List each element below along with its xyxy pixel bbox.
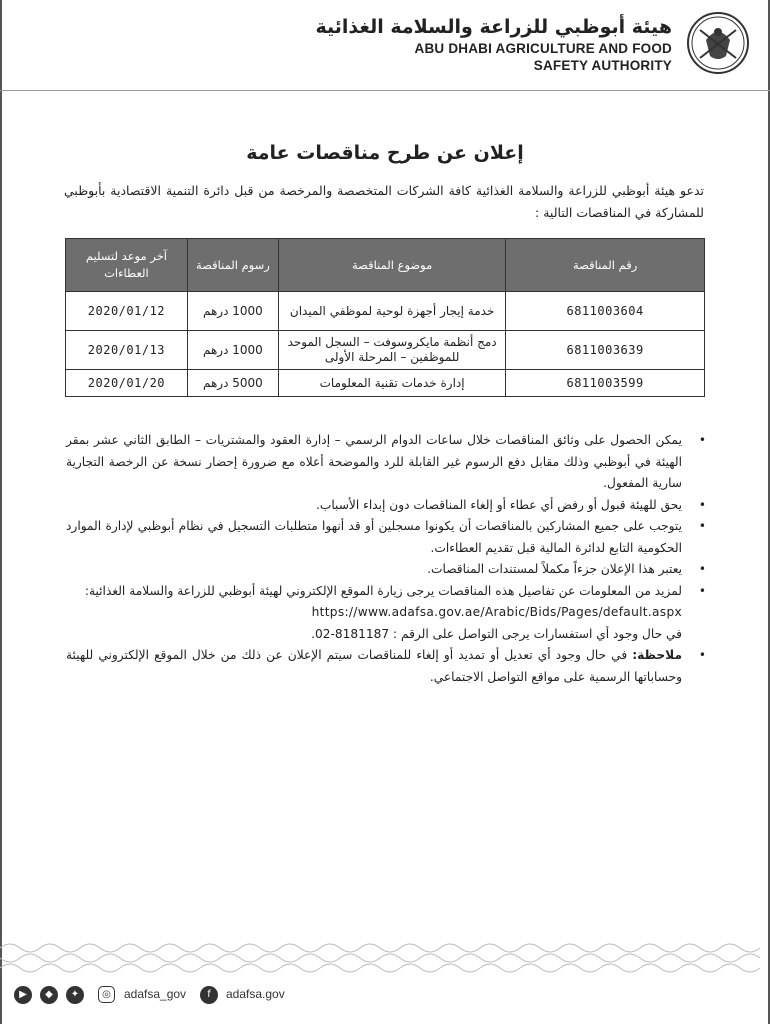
announcement-title: إعلان عن طرح مناقصات عامة: [246, 142, 524, 164]
header-tender-number: رقم المناقصة: [506, 239, 705, 292]
facebook-icon[interactable]: f: [200, 986, 218, 1004]
bullet-icon: •: [698, 583, 706, 598]
contact-text: في حال وجود أي استفسارات يرجى التواصل على الرقم : 8181187-02.: [311, 626, 682, 641]
snapchat-icon[interactable]: ◆: [40, 986, 58, 1004]
bullet-icon: •: [698, 519, 706, 533]
table-header-row: [66, 239, 705, 292]
bullet-icon: •: [698, 648, 706, 662]
tender-number: 6811003599: [506, 370, 705, 397]
note-label: ملاحظة:: [632, 648, 682, 662]
bullet-icon: •: [698, 562, 706, 576]
term-text: يمكن الحصول على وثائق المناقصات خلال ساعات الدوام الرسمي – إدارة العقود والمشتريات – الطابق الثاني عشر بمقر الهيئة في أبوظبي وذلك مقابل دفع الرسوم غير القابلة للرد والموضحة أعلاه مع ضرورة إحضار نسخة عن الرخصة التجارية سارية المفعول.: [66, 433, 682, 490]
org-name-english-line1: ABU DHABI AGRICULTURE AND FOOD: [414, 41, 672, 56]
tender-deadline: 2020/01/12: [66, 292, 188, 331]
tender-subject: إدارة خدمات تقنية المعلومات: [279, 370, 506, 397]
org-name-english-line2: SAFETY AUTHORITY: [533, 58, 672, 73]
terms-list: [66, 430, 706, 688]
twitter-icon[interactable]: ✦: [66, 986, 84, 1004]
header-tender-subject: موضوع المناقصة: [279, 239, 506, 292]
tender-subject: دمج أنظمة مايكروسوفت – السجل الموحد للموظفين – المرحلة الأولى: [279, 331, 506, 370]
list-item: [66, 495, 706, 517]
tender-number: 6811003639: [506, 331, 705, 370]
term-text: لمزيد من المعلومات عن تفاصيل هذه المناقصات يرجى زيارة الموقع الإلكتروني لهيئة أبوظبي للزراعة والسلامة الغذائية:: [84, 583, 682, 598]
intro-paragraph: تدعو هيئة أبوظبي للزراعة والسلامة الغذائية كافة الشركات المتخصصة والمرخصة من قبل دائرة التنمية الاقتصادية بأبوظبي للمشاركة في المناقصات التالية :: [64, 183, 704, 220]
term-text: يحق للهيئة قبول أو رفض أي عطاء أو إلغاء المناقصات دون إبداء الأسباب.: [315, 497, 682, 512]
list-item: [66, 559, 706, 581]
bullet-icon: •: [698, 497, 706, 512]
bullet-icon: •: [698, 433, 706, 447]
website-link[interactable]: https://www.adafsa.gov.ae/Arabic/Bids/Pages/default.aspx: [311, 605, 682, 619]
table-row: [66, 331, 705, 370]
header-submission-deadline: آخر موعد لتسليم العطاءات: [66, 239, 188, 292]
tender-fee: 1000 درهم: [187, 331, 278, 370]
list-item: [66, 430, 706, 495]
social-footer: [0, 984, 770, 1010]
tender-number: 6811003604: [506, 292, 705, 331]
social-handle[interactable]: adafsa.gov: [226, 987, 285, 1001]
note-text: في حال وجود أي تعديل أو تمديد أو إلغاء للمناقصات سيتم الإعلان عن ذلك من خلال الموقع الإلكتروني للهيئة وحساباتها الرسمية على مواقع التواصل الاجتماعي.: [66, 648, 682, 684]
tender-fee: 5000 درهم: [187, 370, 278, 397]
instagram-icon[interactable]: ◎: [98, 986, 115, 1003]
letterhead: [0, 0, 770, 91]
tender-fee: 1000 درهم: [187, 292, 278, 331]
tender-deadline: 2020/01/13: [66, 331, 188, 370]
term-text: يعتبر هذا الإعلان جزءاً مكملاً لمستندات المناقصات.: [427, 562, 682, 576]
tender-subject: خدمة إيجار أجهزة لوحية لموظفي الميدان: [279, 292, 506, 331]
list-item: [66, 581, 706, 646]
table-row: [66, 370, 705, 397]
decorative-pattern: [0, 940, 770, 976]
list-item: [66, 516, 706, 559]
emblem-icon: [686, 10, 750, 76]
header-tender-fee: رسوم المناقصة: [187, 239, 278, 292]
list-item: [66, 645, 706, 688]
tenders-table: [65, 238, 705, 397]
org-name-arabic: هيئة أبوظبي للزراعة والسلامة الغذائية: [315, 16, 672, 38]
social-handle[interactable]: adafsa_gov: [124, 987, 187, 1001]
term-text: يتوجب على جميع المشاركين بالمناقصات أن يكونوا مسجلين أو قد أنهوا متطلبات التسجيل في نظام أبوظبي لإدارة الموارد الحكومية التابع لدائرة المالية قبل تقديم العطاءات.: [66, 519, 682, 555]
tender-deadline: 2020/01/20: [66, 370, 188, 397]
youtube-icon[interactable]: ▶: [14, 986, 32, 1004]
table-row: [66, 292, 705, 331]
